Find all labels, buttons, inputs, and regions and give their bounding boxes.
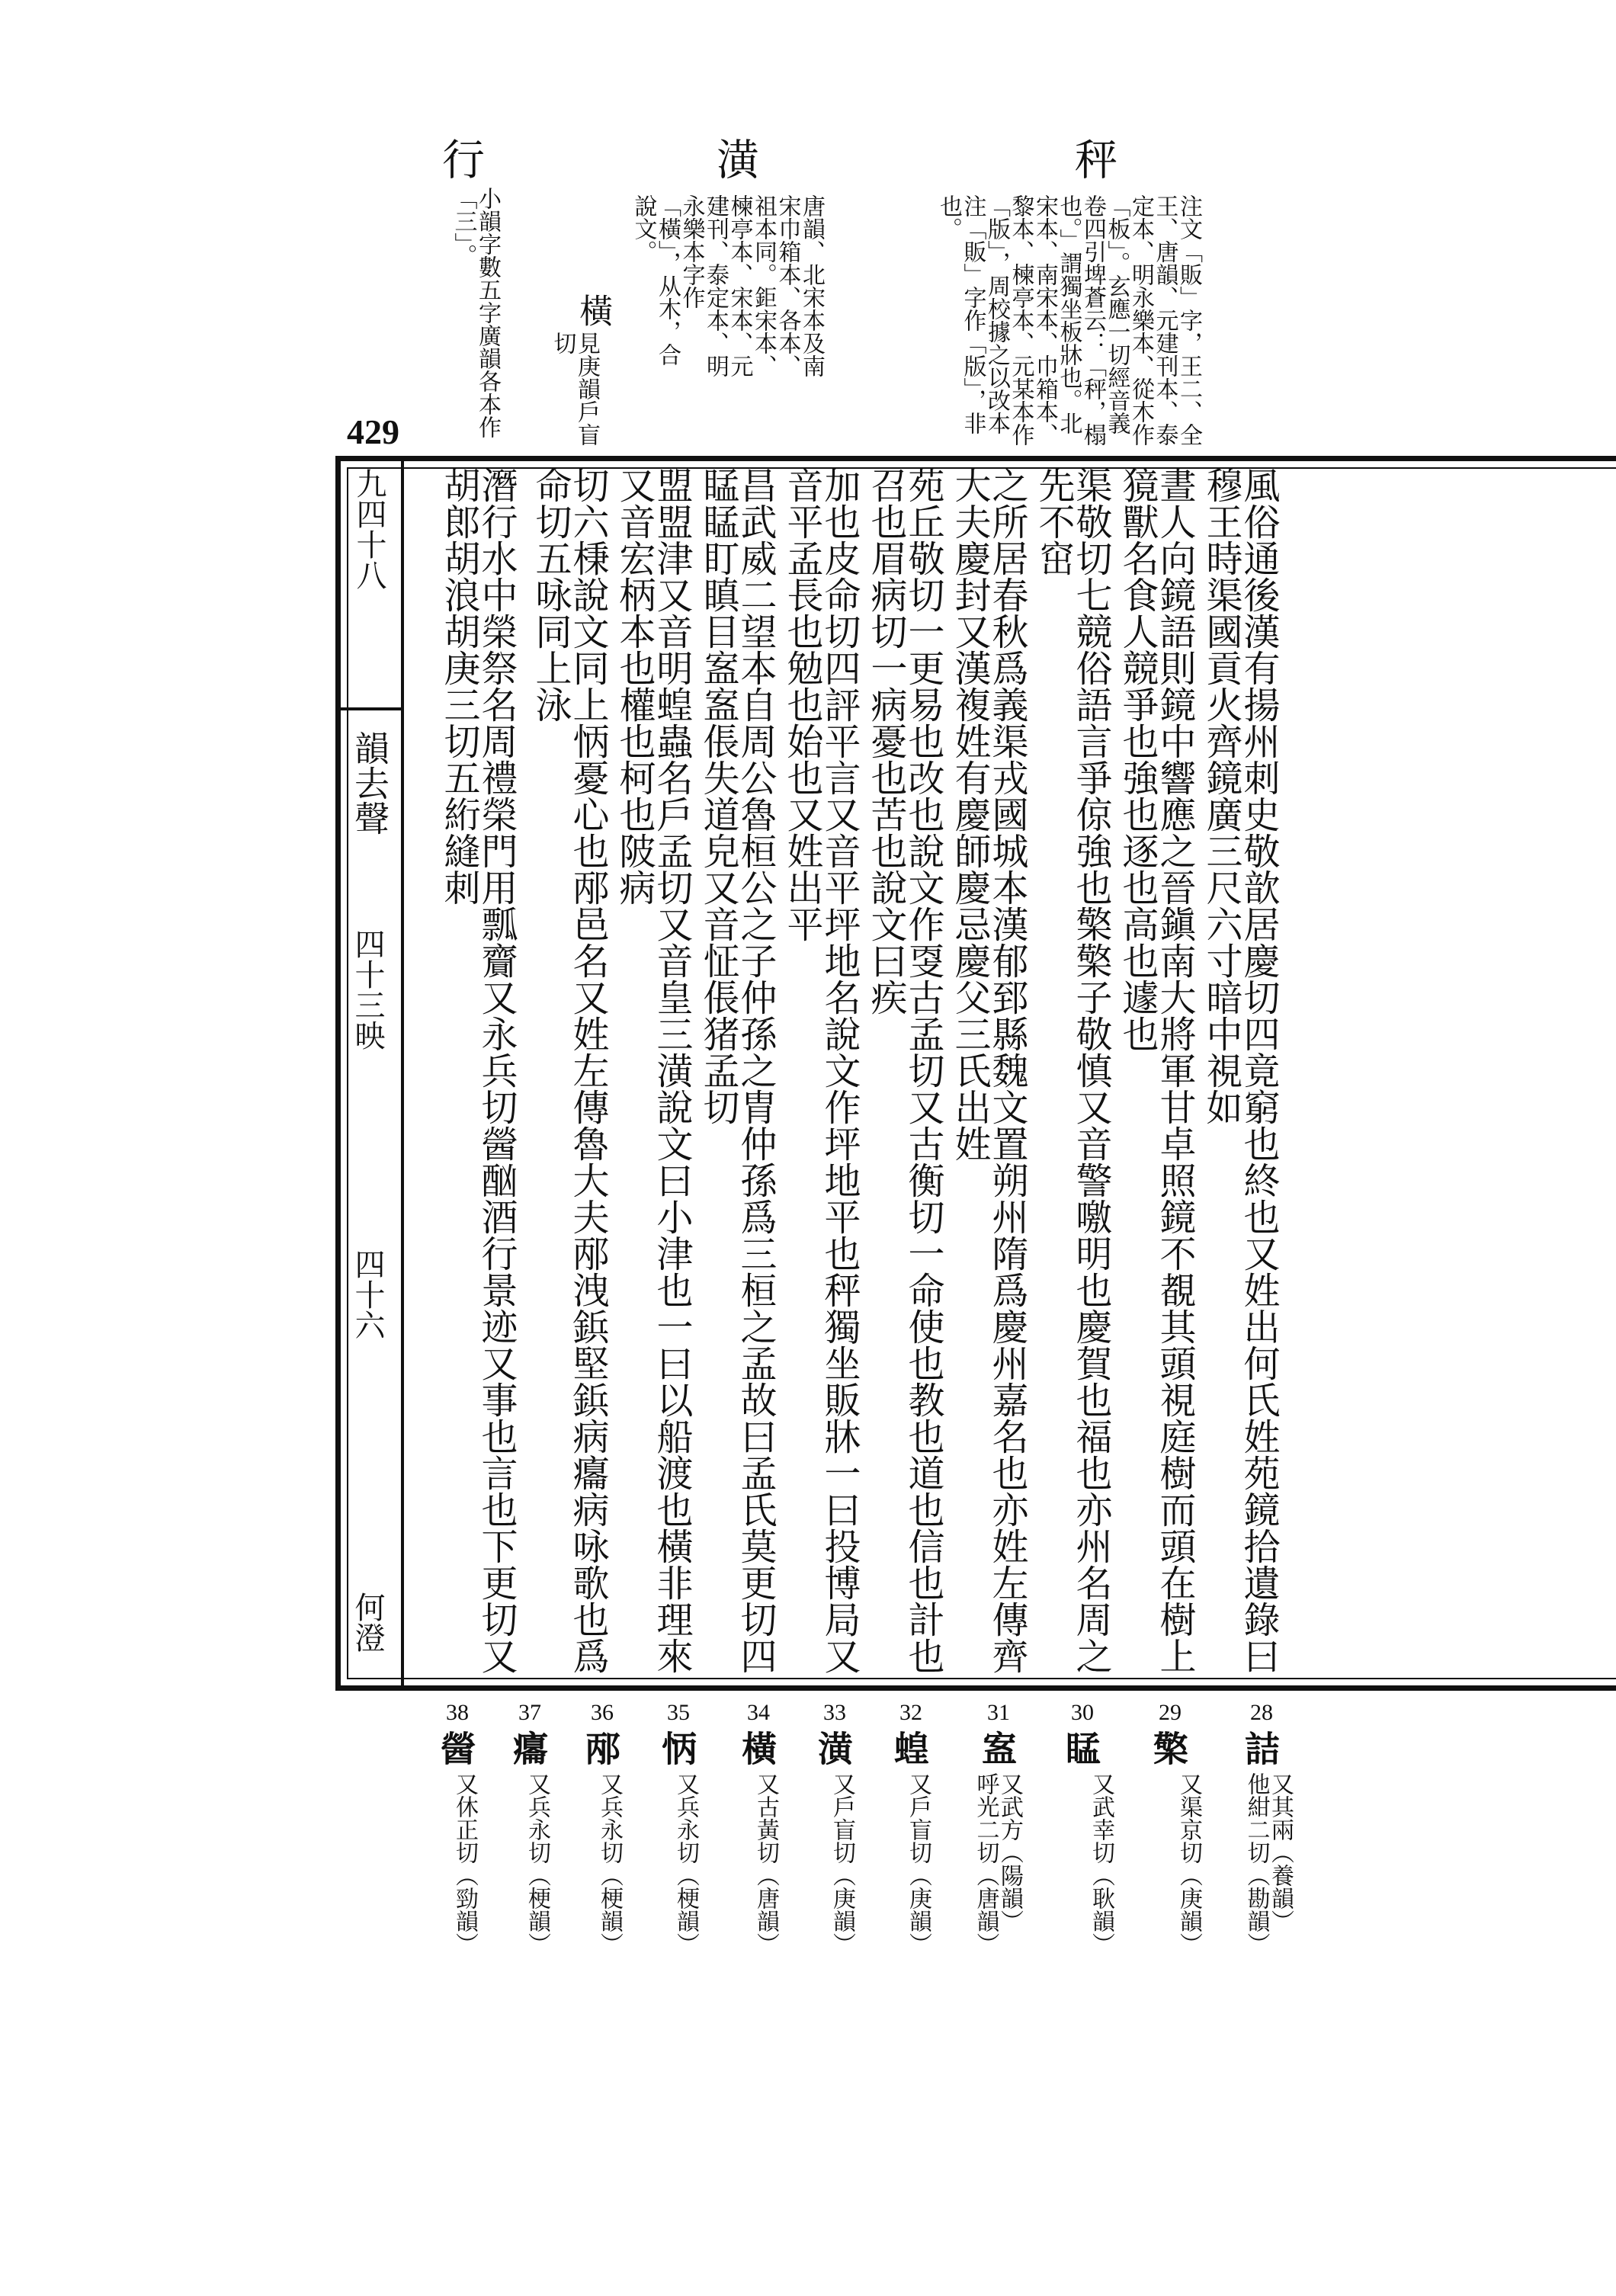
text-column-10: 潛行水中榮祭名周禮榮門用瓢齎又永兵切醟酗酒行景迹又事也言也下更切又胡郎胡浪胡庚三切五絎縫刺 bbox=[438, 467, 518, 1674]
note-text-heng-sub: 見庚韻戶盲切 bbox=[549, 332, 600, 446]
text-column-9: 切六棅說文同上怲憂心也邴邑名又姓左傳魯大夫邴洩鋲堅鋲病癟病咏歌也爲命切五咏同上泳 bbox=[529, 467, 609, 1674]
bnote-text-32: 又戶盲切（庚韻） bbox=[905, 1772, 931, 1955]
note-text-geng: 注文「販」字，王二、全王、唐韻、元建刊本、泰定本、明永樂本、從木作「板」。玄應一切經音義卷四引埤蒼云：「秤，榻也。」謂獨坐板牀也。北宋本、南宋本、巾箱本、黎本、楝亭本、元某本作「版」，周校據之以改本注「販」字作「版」，非也。 bbox=[935, 194, 1202, 446]
margin-top: 九四十八 bbox=[351, 468, 386, 590]
margin-bottom: 何澄 bbox=[350, 1592, 385, 1653]
text-column-3: 渠敬切七競俗語言爭倞強也檠檠子敬慎又音警噭明也慶賀也福也亦州名周之先不窋 bbox=[1032, 467, 1112, 1674]
note-head-xing: 行 bbox=[435, 137, 485, 180]
bnote-text-30: 又武幸切（耿韻） bbox=[1088, 1772, 1114, 1955]
margin-title: 韻去聲 bbox=[349, 730, 390, 835]
page-number: 429 bbox=[347, 412, 399, 451]
bnote-head-30: 䁅 bbox=[1060, 1730, 1101, 1765]
margin-leaf: 四十六 bbox=[350, 1249, 385, 1340]
bnote-num-34: 34 bbox=[747, 1700, 770, 1725]
bnote-num-31: 31 bbox=[987, 1700, 1010, 1725]
text-column-4: 之所居春秋爲義渠戎國城本漢郁郅縣魏文置朔州隋爲慶州嘉名也亦姓左傳齊大夫慶封又漢複姓有慶師慶忌慶父三氏出姓 bbox=[948, 467, 1028, 1674]
bnote-num-32: 32 bbox=[899, 1700, 922, 1725]
bnote-text-35: 又兵永切（梗韻） bbox=[672, 1772, 699, 1955]
text-column-5: 苑丘敬切一更易也改也說文作㪅古孟切又古衡切一命使也教也道也信也計也召也眉病切一病憂也苦也說文曰疾 bbox=[864, 467, 944, 1674]
note-text-xing: 小韻字數五字廣韻各本作「三」。 bbox=[450, 187, 501, 438]
text-column-8: 盟盟津又音明蝗蟲名戶孟切又音皇三潢說文曰小津也一曰以船渡也橫非理來又音宏柄本也權也柯也陂病 bbox=[613, 467, 693, 1674]
note-head-heng: 潢 bbox=[710, 137, 759, 180]
bnote-head-36: 邴 bbox=[580, 1730, 621, 1765]
bnote-num-38: 38 bbox=[446, 1700, 469, 1725]
bnote-text-33: 又戶盲切（庚韻） bbox=[829, 1772, 855, 1955]
bnote-text-38: 又休正切（勁韻） bbox=[451, 1772, 478, 1955]
bnote-text-34: 又古黃切（唐韻） bbox=[752, 1772, 779, 1955]
note-head-heng-sub: 橫 bbox=[573, 293, 612, 327]
bnote-num-33: 33 bbox=[823, 1700, 846, 1725]
bnote-head-37: 癟 bbox=[508, 1730, 549, 1765]
bnote-num-36: 36 bbox=[591, 1700, 614, 1725]
bnote-num-37: 37 bbox=[518, 1700, 541, 1725]
bnote-head-29: 檠 bbox=[1148, 1730, 1189, 1765]
text-column-6: 加也皮命切四評平言又音平坪地名說文作坪地平也秤獨坐販牀一曰投博局又音平孟長也勉也始也又姓出平 bbox=[781, 467, 861, 1674]
margin-section: 四十三映 bbox=[350, 928, 385, 1050]
bnote-head-35: 怲 bbox=[656, 1730, 697, 1765]
bnote-head-31: 䀂 bbox=[976, 1730, 1018, 1765]
bnote-head-38: 醟 bbox=[435, 1730, 476, 1765]
note-text-heng: 唐韻、北宋本及南宋巾箱本、各本、祖本同。鉅宋本、楝亭本、宋本、元建刊、泰定本、明永樂本字作「橫」，从木，合說文。 bbox=[630, 194, 825, 377]
note-head-geng: 秤 bbox=[1068, 137, 1117, 180]
bnote-head-28: 詰 bbox=[1239, 1730, 1281, 1765]
bnote-text-31: 又武方（陽韻）呼光二切（唐韻） bbox=[972, 1772, 1023, 1955]
bnote-head-34: 橫 bbox=[736, 1730, 778, 1765]
bnote-head-33: 潢 bbox=[813, 1730, 854, 1765]
bnote-text-29: 又渠京切（庚韻） bbox=[1175, 1772, 1202, 1955]
margin-divider bbox=[335, 707, 401, 710]
bnote-text-36: 又兵永切（梗韻） bbox=[596, 1772, 623, 1955]
bnote-num-35: 35 bbox=[667, 1700, 690, 1725]
bnote-num-29: 29 bbox=[1159, 1700, 1182, 1725]
text-column-2: 晝人向鏡語則鏡中響應之晉鎭南大將軍甘卓照鏡不覩其頭視庭樹而頭在樹上獍獸名食人競爭也強也逐也高也遽也 bbox=[1116, 467, 1196, 1674]
bnote-head-32: 蝗 bbox=[889, 1730, 930, 1765]
bnote-num-30: 30 bbox=[1071, 1700, 1094, 1725]
bnote-text-37: 又兵永切（梗韻） bbox=[524, 1772, 550, 1955]
bnote-num-28: 28 bbox=[1250, 1700, 1273, 1725]
bnote-text-28: 又其兩（養韻）他紺二切（勘韻） bbox=[1242, 1772, 1294, 1955]
text-column-1: 風俗通後漢有揚州刺史敬歆居慶切四竟窮也終也又姓出何氏姓苑鏡拾遺錄曰穆王時渠國貢火齊鏡廣三尺六寸暗中視如 bbox=[1200, 467, 1280, 1674]
text-column-7: 昌武威二望本自周公魯桓公之子仲孫之胄仲孫爲三桓之孟故曰孟氏莫更切四䁅䁅盯瞋目䀂䀂倀失道皃又音怔倀猪孟切 bbox=[697, 467, 777, 1674]
margin-column bbox=[335, 456, 404, 1691]
